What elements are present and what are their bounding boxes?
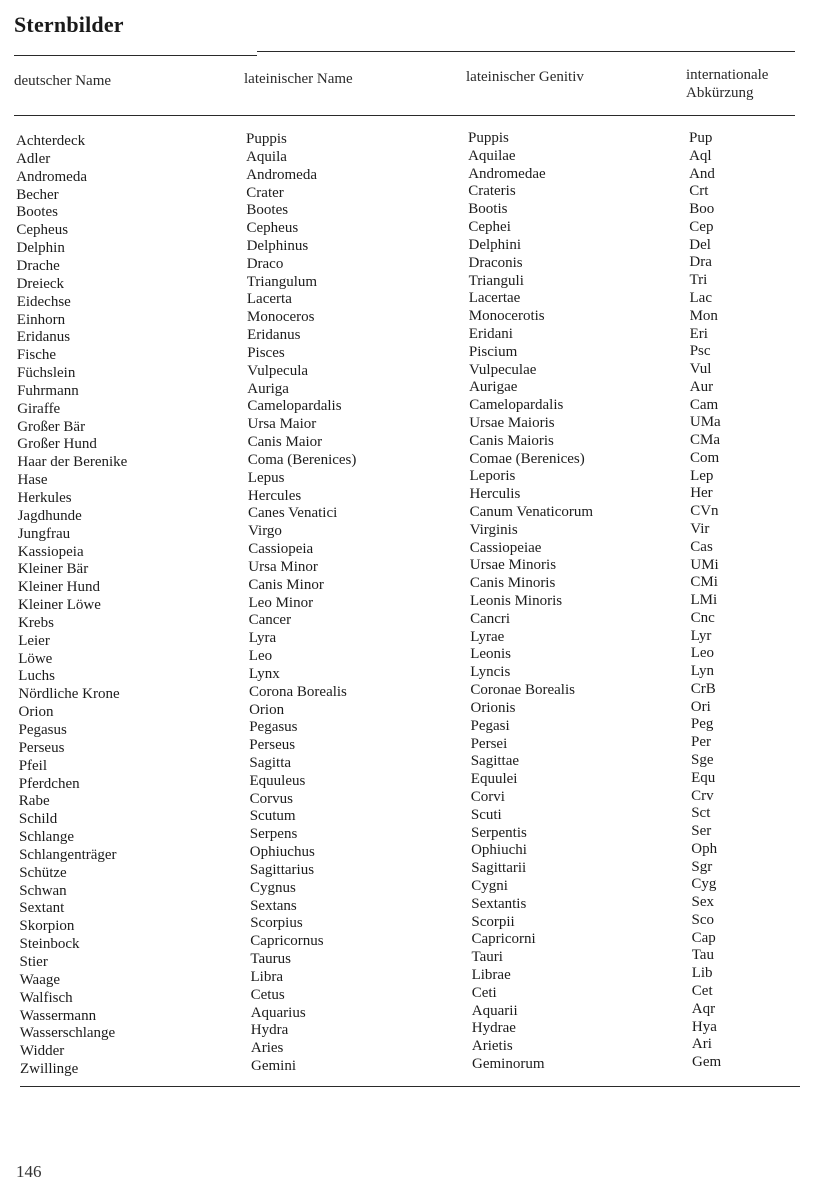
cell-german-name: Dreieck <box>16 275 65 292</box>
cell-german-name: Sextant <box>19 900 65 917</box>
cell-german-name: Jagdhunde <box>17 507 82 524</box>
cell-abbreviation: Cas <box>690 538 713 555</box>
cell-latin-name: Hydra <box>250 1022 289 1039</box>
cell-latin-name: Cassiopeia <box>248 541 314 557</box>
cell-latin-name: Cygnus <box>250 879 296 896</box>
header-latin-name: lateinischer Name <box>244 71 353 87</box>
cell-latin-name: Capricornus <box>250 933 324 950</box>
cell-latin-name: Eridanus <box>247 327 301 344</box>
cell-german-name: Orion <box>18 704 54 721</box>
cell-latin-genitive: Hydrae <box>471 1020 516 1037</box>
cell-latin-name: Equuleus <box>249 772 306 789</box>
cell-abbreviation: Pup <box>689 130 713 146</box>
cell-latin-name: Libra <box>250 968 283 985</box>
cell-abbreviation: Mon <box>689 307 718 324</box>
cell-latin-genitive: Comae (Berenices) <box>469 450 585 467</box>
cell-abbreviation: LMi <box>690 592 718 608</box>
cell-latin-name: Lynx <box>248 665 280 682</box>
cell-abbreviation: Peg <box>690 716 714 733</box>
cell-abbreviation: CrB <box>690 680 716 697</box>
cell-abbreviation: Hya <box>691 1018 717 1035</box>
cell-latin-genitive: Scuti <box>470 806 502 823</box>
cell-latin-genitive: Cancri <box>470 610 511 627</box>
cell-german-name: Andromeda <box>16 168 87 185</box>
cell-latin-name: Aquila <box>246 148 287 165</box>
cell-latin-genitive: Bootis <box>468 201 508 218</box>
cell-german-name: Großer Bär <box>17 418 86 435</box>
cell-latin-genitive: Sagittarii <box>471 860 527 877</box>
cell-latin-name: Cepheus <box>246 220 299 237</box>
cell-german-name: Kassiopeia <box>17 543 84 560</box>
cell-abbreviation: Cam <box>689 396 719 413</box>
cell-latin-genitive: Scorpii <box>471 913 515 930</box>
cell-abbreviation: Tau <box>691 947 714 964</box>
cell-abbreviation: Ari <box>691 1036 712 1053</box>
cell-abbreviation: Sco <box>691 911 714 928</box>
cell-german-name: Leier <box>18 632 50 649</box>
header-latin-genitive: lateinischer Genitiv <box>466 69 584 85</box>
cell-german-name: Fuhrmann <box>17 382 79 399</box>
cell-latin-name: Delphinus <box>246 238 309 254</box>
cell-latin-name: Cetus <box>250 986 285 1003</box>
cell-german-name: Perseus <box>18 739 65 756</box>
cell-abbreviation: Tri <box>689 272 708 289</box>
cell-latin-genitive: Aquilae <box>468 147 516 164</box>
cell-german-name: Pegasus <box>18 721 67 738</box>
cell-latin-name: Vulpecula <box>247 362 309 379</box>
cell-abbreviation: Sge <box>691 751 714 768</box>
cell-latin-name: Andromeda <box>246 166 317 183</box>
cell-abbreviation: Cap <box>691 929 716 946</box>
cell-latin-name: Ophiuchus <box>249 844 315 861</box>
cell-latin-name: Monoceros <box>247 309 315 326</box>
cell-latin-name: Bootes <box>246 202 289 219</box>
cell-german-name: Wasserschlange <box>19 1025 116 1042</box>
cell-latin-genitive: Aurigae <box>469 379 518 396</box>
cell-abbreviation: Crv <box>691 787 714 804</box>
cell-german-name: Jungfrau <box>17 525 71 542</box>
cell-latin-genitive: Canis Maioris <box>469 432 554 449</box>
cell-abbreviation: Lac <box>689 289 712 306</box>
cell-latin-genitive: Herculis <box>469 486 521 503</box>
cell-german-name: Giraffe <box>17 400 61 417</box>
cell-latin-name: Lepus <box>247 469 285 486</box>
cell-german-name: Rabe <box>18 793 50 810</box>
cell-latin-name: Corvus <box>249 790 293 807</box>
cell-latin-name: Auriga <box>247 380 289 397</box>
cell-latin-name: Serpens <box>249 826 298 843</box>
cell-german-name: Einhorn <box>16 311 66 328</box>
cell-german-name: Löwe <box>18 650 53 667</box>
cell-latin-genitive: Ceti <box>471 984 497 1001</box>
cell-latin-name: Canes Venatici <box>248 505 338 522</box>
cell-abbreviation: Eri <box>689 325 708 342</box>
cell-latin-name: Virgo <box>248 523 282 540</box>
cell-german-name: Schlangenträger <box>19 846 117 863</box>
cell-abbreviation: Ori <box>690 698 711 715</box>
cell-latin-genitive: Virginis <box>469 521 518 538</box>
cell-abbreviation: Lib <box>691 965 713 982</box>
cell-abbreviation: Com <box>690 449 720 466</box>
cell-german-name: Großer Hund <box>17 436 97 453</box>
cell-latin-name: Coma (Berenices) <box>247 451 357 468</box>
cell-latin-name: Cancer <box>248 612 292 629</box>
cell-abbreviation: Per <box>691 734 711 751</box>
cell-latin-genitive: Monocerotis <box>468 308 545 325</box>
cell-latin-genitive: Cassiopeiae <box>469 539 542 556</box>
cell-german-name: Füchslein <box>17 365 76 381</box>
cell-abbreviation: CVn <box>690 503 719 520</box>
cell-latin-genitive: Crateris <box>468 183 516 200</box>
cell-latin-genitive: Ursae Maioris <box>469 414 555 431</box>
cell-latin-genitive: Delphini <box>468 236 521 253</box>
cell-abbreviation: CMa <box>690 432 720 449</box>
cell-latin-genitive: Canum Venaticorum <box>469 504 594 520</box>
cell-german-name: Pfeil <box>18 757 48 774</box>
page-number: 146 <box>16 1162 42 1181</box>
cell-latin-name: Gemini <box>251 1058 296 1074</box>
cell-german-name: Delphin <box>16 240 65 257</box>
cell-latin-name: Perseus <box>249 737 296 754</box>
cell-abbreviation: Ser <box>691 823 712 839</box>
cell-latin-genitive: Arietis <box>471 1038 513 1055</box>
cell-latin-name: Triangulum <box>246 273 318 290</box>
cell-german-name: Nördliche Krone <box>18 686 120 703</box>
cell-german-name: Achterdeck <box>16 133 86 149</box>
cell-latin-genitive: Andromedae <box>468 165 546 182</box>
cell-abbreviation: Psc <box>689 343 711 360</box>
cell-abbreviation: Sct <box>691 805 711 822</box>
cell-latin-genitive: Leonis Minoris <box>470 593 563 609</box>
cell-abbreviation: UMa <box>689 414 721 431</box>
cell-german-name: Pferdchen <box>18 775 80 792</box>
cell-german-name: Drache <box>16 257 60 274</box>
cell-abbreviation: And <box>689 165 715 182</box>
cell-latin-name: Leo Minor <box>248 594 314 611</box>
cell-latin-genitive: Canis Minoris <box>469 575 556 592</box>
cell-latin-name: Draco <box>246 255 284 272</box>
cell-latin-name: Puppis <box>246 131 287 147</box>
cell-latin-genitive: Orionis <box>470 699 516 716</box>
cell-latin-name: Scorpius <box>250 915 303 932</box>
header-german-name: deutscher Name <box>14 73 112 89</box>
cell-abbreviation: Lyr <box>690 627 712 644</box>
cell-german-name: Adler <box>16 150 51 167</box>
cell-abbreviation: Lep <box>690 467 714 484</box>
cell-abbreviation: Vul <box>689 361 712 377</box>
cell-latin-genitive: Ophiuchi <box>471 842 527 859</box>
cell-german-name: Eidechse <box>16 293 71 310</box>
cell-abbreviation: Crt <box>689 183 709 200</box>
cell-abbreviation: CMi <box>690 574 718 591</box>
cell-german-name: Cepheus <box>16 222 69 239</box>
cell-german-name: Eridanus <box>16 329 71 346</box>
cell-abbreviation: Lyn <box>690 663 715 680</box>
cell-latin-name: Canis Minor <box>248 576 324 593</box>
cell-latin-name: Ursa Maior <box>247 416 317 433</box>
cell-latin-genitive: Serpentis <box>471 824 527 841</box>
cell-german-name: Herkules <box>17 489 72 506</box>
cell-latin-name: Canis Maior <box>247 434 323 451</box>
cell-latin-name: Lacerta <box>246 291 292 308</box>
cell-latin-genitive: Pegasi <box>470 717 510 734</box>
cell-latin-name: Pegasus <box>249 719 298 736</box>
cell-latin-name: Taurus <box>250 951 291 967</box>
cell-latin-genitive: Aquarii <box>471 1002 518 1019</box>
cell-abbreviation: Aql <box>689 147 712 164</box>
cell-german-name: Waage <box>19 971 61 988</box>
page-title: Sternbilder <box>14 12 124 37</box>
cell-german-name: Luchs <box>18 668 55 685</box>
cell-latin-genitive: Sagittae <box>470 753 520 770</box>
cell-latin-name: Aries <box>250 1040 284 1057</box>
cell-german-name: Steinbock <box>19 936 80 953</box>
cell-latin-name: Sagitta <box>249 754 292 771</box>
cell-abbreviation: Del <box>689 236 711 253</box>
cell-latin-genitive: Draconis <box>468 254 523 271</box>
cell-latin-name: Pisces <box>247 344 285 361</box>
cell-latin-genitive: Corvi <box>470 788 505 805</box>
bottom-rule <box>20 1086 800 1087</box>
cell-german-name: Fische <box>16 347 57 364</box>
cell-latin-genitive: Camelopardalis <box>469 397 564 414</box>
cell-abbreviation: Leo <box>690 645 715 662</box>
cell-abbreviation: Vir <box>690 520 710 537</box>
cell-abbreviation: UMi <box>690 556 719 573</box>
cell-abbreviation: Gem <box>692 1054 722 1070</box>
cell-latin-genitive: Leonis <box>470 646 512 663</box>
cell-latin-genitive: Puppis <box>468 130 509 146</box>
cell-german-name: Stier <box>19 953 48 970</box>
cell-latin-name: Ursa Minor <box>248 558 318 575</box>
cell-german-name: Walfisch <box>19 989 73 1006</box>
cell-german-name: Schwan <box>19 882 67 899</box>
cell-german-name: Kleiner Löwe <box>18 597 101 613</box>
cell-abbreviation: Her <box>690 485 713 502</box>
cell-german-name: Krebs <box>18 614 54 631</box>
cell-latin-genitive: Capricorni <box>471 931 536 948</box>
cell-abbreviation: Cyg <box>691 876 717 893</box>
cell-latin-name: Hercules <box>247 487 302 504</box>
cell-abbreviation: Aur <box>689 378 714 395</box>
cell-latin-genitive: Cygni <box>471 877 508 894</box>
cell-latin-genitive: Persei <box>470 735 508 752</box>
cell-latin-name: Aquarius <box>250 1004 306 1021</box>
cell-abbreviation: Sex <box>691 894 714 911</box>
cell-latin-genitive: Trianguli <box>468 272 524 289</box>
cell-german-name: Haar der Berenike <box>17 454 128 471</box>
cell-latin-genitive: Equulei <box>470 771 518 788</box>
cell-latin-genitive: Librae <box>471 967 511 983</box>
cell-latin-genitive: Tauri <box>471 949 503 966</box>
cell-abbreviation: Sgr <box>691 858 713 875</box>
cell-latin-genitive: Cephei <box>468 219 511 235</box>
cell-abbreviation: Dra <box>689 254 712 271</box>
cell-latin-name: Camelopardalis <box>247 398 342 415</box>
cell-german-name: Becher <box>16 186 59 203</box>
cell-abbreviation: Boo <box>689 201 715 218</box>
cell-latin-genitive: Vulpeculae <box>469 361 537 378</box>
cell-latin-genitive: Ursae Minoris <box>469 557 557 574</box>
cell-latin-name: Sagittarius <box>249 861 315 878</box>
cell-german-name: Skorpion <box>19 918 75 935</box>
cell-latin-genitive: Coronae Borealis <box>470 682 575 698</box>
header-abbreviation: internationale Abkürzung <box>686 67 769 101</box>
cell-abbreviation: Cnc <box>690 609 715 626</box>
cell-latin-genitive: Geminorum <box>472 1056 545 1072</box>
cell-latin-genitive: Sextantis <box>471 895 527 912</box>
cell-german-name: Widder <box>19 1043 65 1060</box>
cell-german-name: Kleiner Bär <box>17 561 89 578</box>
cell-latin-name: Leo <box>248 648 273 664</box>
cell-german-name: Schild <box>18 811 58 828</box>
cell-german-name: Hase <box>17 472 48 489</box>
cell-latin-genitive: Lacertae <box>468 290 521 307</box>
cell-abbreviation: Aqr <box>691 1000 716 1017</box>
cell-latin-genitive: Leporis <box>469 468 516 485</box>
cell-latin-name: Scutum <box>249 808 296 825</box>
cell-latin-name: Crater <box>246 184 284 201</box>
cell-abbreviation: Equ <box>691 769 716 786</box>
cell-abbreviation: Cep <box>689 218 714 235</box>
cell-latin-name: Lyra <box>248 630 277 647</box>
cell-latin-name: Orion <box>249 701 285 718</box>
cell-abbreviation: Cet <box>691 982 713 999</box>
cell-latin-name: Corona Borealis <box>249 683 347 700</box>
cell-latin-name: Sextans <box>250 897 297 914</box>
cell-german-name: Schlange <box>19 829 74 845</box>
cell-german-name: Zwillinge <box>20 1061 79 1077</box>
cell-latin-genitive: Lyncis <box>470 664 511 681</box>
cell-german-name: Bootes <box>16 204 58 221</box>
cell-latin-genitive: Piscium <box>468 343 518 360</box>
cell-latin-genitive: Eridani <box>468 325 513 342</box>
cell-german-name: Schütze <box>19 864 67 881</box>
cell-german-name: Kleiner Hund <box>17 579 100 596</box>
cell-german-name: Wassermann <box>19 1007 97 1024</box>
cell-latin-genitive: Lyrae <box>470 628 505 645</box>
cell-abbreviation: Oph <box>691 840 718 857</box>
